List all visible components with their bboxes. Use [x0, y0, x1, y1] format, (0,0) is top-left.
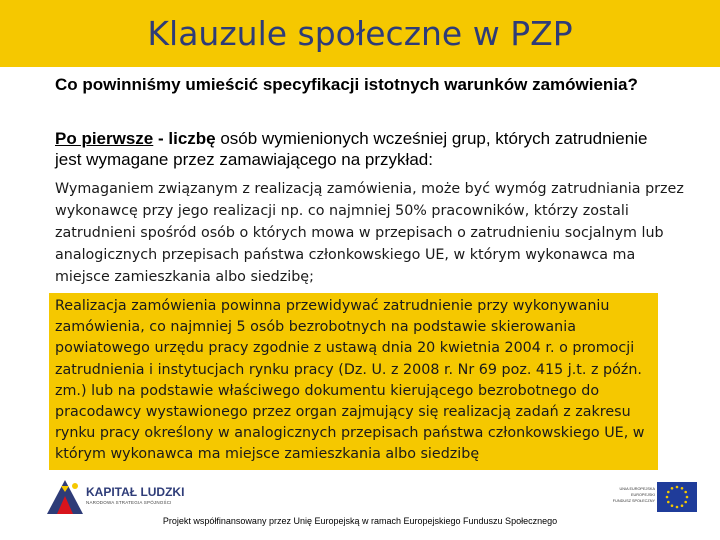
paragraph-2: Realizacja zamówienia powinna przewidywać zatrudnienie przy wykonywaniu zamówienia, co najmniej 5 osób bezrobotnych na podstawie skierowania powiatowego urzędu pracy zgodnie z ustawą dnia 20 kwietnia 2004 r. o promocji zatrudnienia i instytucjach rynku pracy (Dz. U. z 2008 r. Nr 69 poz. 415 j.t. z późn. zm.) lub na podstawie właściwego dokumentu kierującego bezrobotnego do pracodawcy wystawionego przez organ zajmujący się realizacją zadań z zakresu rynku pracy określony w analogicznych przepisach państwa członkowskiego UE, w którym wykonawca ma miejsce zamieszkania albo siedzibę — [55, 298, 645, 463]
slide-title: Klauzule społeczne w PZP — [147, 14, 573, 53]
first-lead: Po pierwsze — [55, 129, 154, 148]
kl-logo-sub: NARODOWA STRATEGIA SPÓJNOŚCI — [86, 500, 172, 505]
footer-note: Projekt współfinansowany przez Unię Europejską w ramach Europejskiego Funduszu Społecznego — [162, 516, 558, 526]
kl-logo-name: KAPITAŁ LUDZKI — [86, 485, 185, 499]
paragraph-1: Wymaganiem związanym z realizacją zamówienia, może być wymóg zatrudniania przez wykonawcę przy jego realizacji np. co najmniej 50% pracowników, którzy zostali zatrudnieni spośród osób o których mowa w przepisach o zatrudnieniu socjalnym lub analogicznych przepisach państwa członkowskiego UE, w którym wykonawca ma miejsce zamieszkania albo siedzibę; — [55, 181, 684, 285]
eu-flag-icon — [657, 482, 697, 512]
eu-logo-text: UNIA EUROPEJSKA EUROPEJSKI FUNDUSZ SPOŁECZNY — [612, 487, 655, 503]
first-bold: - liczbę — [153, 129, 216, 148]
first-point — [55, 128, 675, 170]
first-rest: osób wymienionych wcześniej grup, których zatrudnienie jest wymagane przez zamawiającego na przykład: — [55, 129, 648, 169]
question-text: Co powinniśmy umieścić specyfikacji istotnych warunków zamówienia? — [55, 75, 638, 94]
